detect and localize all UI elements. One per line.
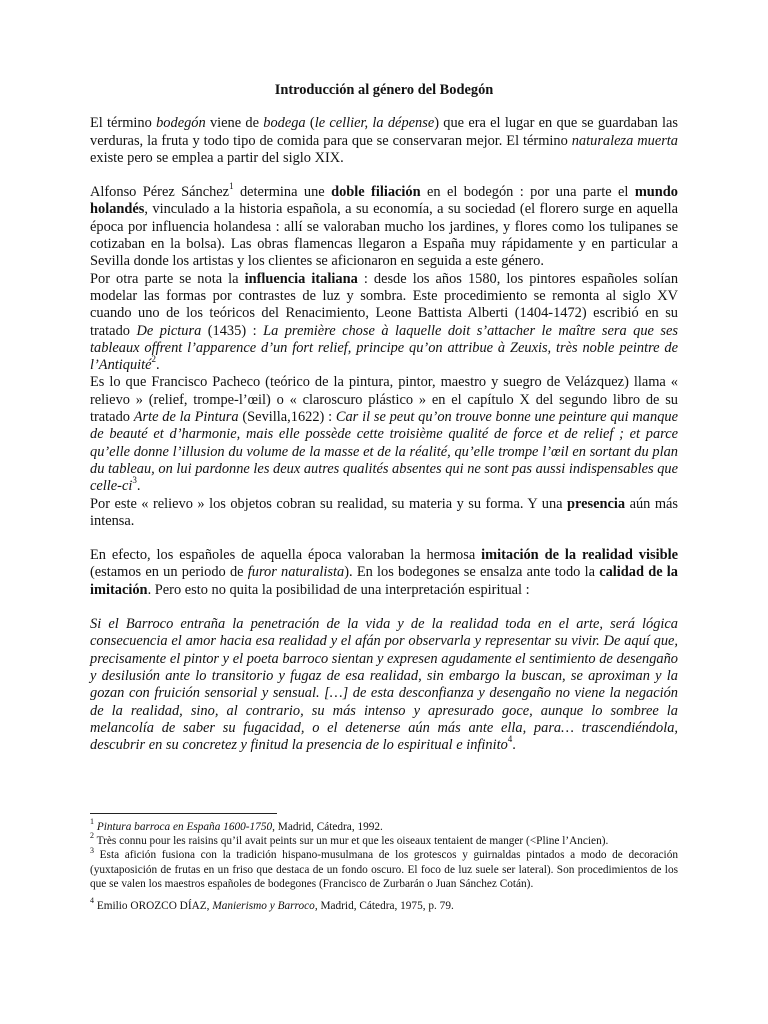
text: aún más intensa. [90,495,678,529]
paragraph-double-filiation [90,181,679,270]
footnote-separator [90,813,277,814]
text: ). En los bodegones se ensalza ante todo la [344,564,600,581]
footnote-4 [90,896,678,913]
document-title: Introducción al género del Bodegón [274,82,494,98]
footnote-2 [90,831,678,848]
italic-term: furor naturalista [247,564,345,581]
document-page [90,82,678,754]
text: Por otra parte se nota la [90,270,245,287]
text: (Sevilla,1622) : [238,409,336,426]
text: ( [305,115,315,132]
text: (estamos en un periodo de [90,564,248,581]
text: En efecto, los españoles de aquella época valoraban la hermosa [90,547,482,564]
italic-term: bodega [263,115,306,132]
text: , Madrid, Cátedra, 1992. [272,821,383,833]
italic-quote: Si el Barroco entraña la penetración de la vida y de la realidad toda en el arte, será lógica consecuencia el amor hacia esa realidad y el afán por observarla y representar su vivir. De aquí que, precisamente el pintor y el poeta barroco sientan y expresen agudamente el sentimiento de desengaño y desilusión ante lo transitorio y fugaz de esa realidad, sin embargo la buscan, se aproximan y la gozan con fruición sensorial y sensual. […] de esta desconfianza y desengaño no viene la negación de la realidad, sino, al contrario, su más intenso y apresurado goce, aunque lo sombree la melancolía de saber su fugacidad, o el detenerse aún más ante ella, para… trascendiéndola, descubrir en su concretez y finitud la presencia de lo espiritual e infinito [90,616,678,754]
text: viene de [205,115,264,132]
footnote-3 [90,845,678,891]
text: El término [90,115,157,132]
bold-term: influencia italiana [244,270,358,287]
italic-title: De pictura [136,322,202,339]
text: Es lo que Francisco Pacheco (teórico de la pintura, pintor, maestro y suegro de Velázquez) llama « relievo » (relief, trompe-l’œil) o « claroscuro plástico » en el capítulo X del segundo libro de su tratado [90,374,678,426]
bold-term: imitación de la realidad visible [481,547,678,564]
bold-term: doble filiación [331,184,421,201]
text: . [156,357,160,374]
italic-title: Arte de la Pintura [133,409,239,426]
footnote-ref: 2 [151,354,157,365]
text: : desde los años 1580, los pintores españoles solían modelar las formas por contrastes de luz y sombra. Este procedimiento se remonta al siglo XV cuando uno de los teóricos del Renacimiento, Leone Battista Alberti (1404-1472) escribió en su tratado [90,270,679,339]
italic-term: bodegón [156,115,206,132]
text: Très connu pour les raisins qu’il avait peints sur un mur et que les oiseaux tentaient de manger (<Pline l’Ancien). [96,835,609,848]
bold-term: presencia [567,495,626,512]
text: Por este « relievo » los objetos cobran su realidad, su materia y su forma. Y una [90,495,567,512]
italic-quote: Car il se peut qu’on trouve bonne une peinture qui manque de beauté et d’harmonie, mais elle possède cette troisième qualité de force et de relief ; et parce qu’elle donne l’illusion du volume de la masse et de la réalité, qu’elle trompe l’œil en sortant du plan du tableau, on lui pardonne les deux autres qualités absentes qui ne sont pas aussi indispensables que celle-ci [90,409,678,495]
italic-quote: La première chose à laquelle doit s’attacher le maître sera que ses tableaux offrent l’apparence d’un fort relief, principe qu’on attribue à Zeuxis, très noble peintre de l’Antiquité [90,322,678,374]
footnote-number: 1 [90,817,94,827]
paragraph-relievo [90,496,678,531]
italic-term: le cellier, la dépense [314,115,435,132]
text: Emilio OROZCO DÍAZ, [96,900,213,913]
paragraph-pacheco [90,374,678,495]
text: . [512,737,516,754]
paragraph-etymology [90,115,678,167]
footnote-1 [90,817,678,834]
text: , vinculado a la historia española, a su economía, a su sociedad (el florero surge en aquella época por influencia holandesa : allí se valoraban mucho los jardines, y flores como los tulipanes se cotizaban en la bolsa). Las obras flamencas llegaron a España muy rápidamente y en particular a Sevilla donde los artistas y los clientes se aficionaron en seguida a este género. [90,201,678,270]
text: ) que era el lugar en que se guardaban las verduras, la fruta y todo tipo de comida para que se conservaran mejor. El término [90,115,679,149]
footnote-number: 3 [90,845,94,855]
paragraph-imitation [90,547,678,599]
italic-title: Manierismo y Barroco [212,900,315,913]
footnote-number: 4 [90,896,94,906]
text: . Pero esto no quita la posibilidad de una interpretación espiritual : [147,581,530,598]
bold-term: mundo holandés [90,184,679,218]
italic-term: naturaleza muerta [571,132,678,149]
text: Esta afición fusiona con la tradición hispano-musulmana de los grotescos y guirnaldas pintados a modo de decoración (yuxtaposición de frutas en un friso que destaca de un fondo oscuro. El foco de luz suele ser lateral). Son procedimientos de los que se valen los maestros españoles de bodegones (Francisco de Zurbarán o Juan Sánchez Cotán). [90,849,678,890]
text: . [136,478,141,495]
text: determina une [233,184,332,201]
footnotes [90,817,678,913]
italic-title: Pintura barroca en España 1600-1750 [96,821,273,833]
footnote-ref: 1 [229,181,234,192]
text: (1435) : [201,322,264,339]
paragraph-italian-influence [90,271,678,375]
text: Alfonso Pérez Sánchez [90,184,230,201]
footnote-ref: 4 [507,734,513,745]
footnote-ref: 3 [132,475,137,486]
text: existe pero se emplea a partir del siglo XIX. [90,149,344,166]
footnote-number: 2 [90,831,94,841]
text: , Madrid, Cátedra, 1975, p. 79. [314,900,454,913]
bold-term: calidad de la imitación [90,564,678,598]
block-quote [90,616,678,754]
text: en el bodegón : por una parte el [420,184,635,201]
